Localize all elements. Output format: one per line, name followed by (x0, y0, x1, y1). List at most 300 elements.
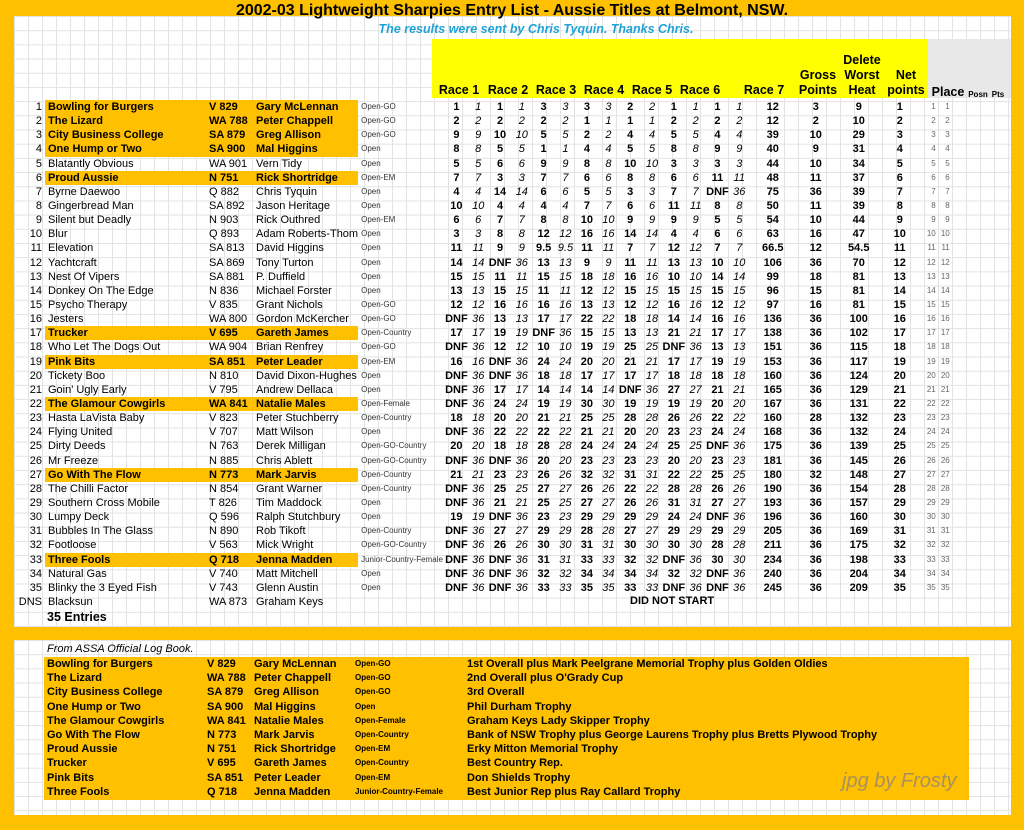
race-result: 11 (624, 256, 637, 269)
category: Open-GO-Country (361, 540, 427, 550)
category: Open-Country (361, 526, 412, 536)
deleted-worst-heat: 36 (809, 440, 822, 453)
boat-name: Blatantly Obvious (48, 157, 134, 170)
race-points: 11 (689, 200, 702, 213)
skipper-name: Gordon McKercher (256, 313, 349, 326)
race-result: DNF (662, 553, 686, 566)
net-points: 145 (849, 454, 868, 467)
gross-points: 97 (766, 299, 779, 312)
race-points: 17 (602, 369, 615, 382)
race-result: 20 (450, 440, 463, 453)
deleted-worst-heat: 10 (809, 214, 822, 227)
header-race-5: Race 5 (631, 83, 673, 97)
header-posn: Posn (968, 90, 988, 99)
table-row (14, 241, 950, 255)
race-result: 12 (667, 242, 680, 255)
race-result: 8 (583, 157, 590, 170)
boat-name: Lumpy Deck (48, 511, 110, 524)
race-points: 12 (602, 284, 615, 297)
posn: 29 (926, 498, 936, 507)
gross-points: 190 (763, 482, 782, 495)
award-name: Phil Durham Trophy (467, 700, 572, 713)
race-points: 8 (692, 143, 699, 156)
race-result: 9 (670, 214, 677, 227)
race-result: 16 (711, 313, 724, 326)
race-points: 8 (605, 157, 612, 170)
race-points: 18 (689, 369, 702, 382)
boat-name: Pink Bits (47, 771, 95, 784)
skipper-name: Chris Tyquin (256, 185, 317, 198)
skipper-name: P. Duffield (256, 270, 306, 283)
race-result: 33 (624, 581, 637, 594)
posn: 2 (931, 116, 936, 126)
race-result: 12 (493, 341, 507, 354)
race-points: 12 (472, 299, 485, 312)
table-row (14, 213, 950, 227)
skipper-name: Jenna Madden (254, 785, 331, 798)
race-points: 25 (733, 468, 746, 481)
skipper-name: Andrew Dellaca (256, 383, 334, 396)
race-result: 35 (580, 581, 594, 594)
skipper-name: Peter Leader (253, 355, 358, 369)
race-points: 34 (645, 567, 659, 580)
race-points: 31 (689, 497, 702, 509)
race-points: 36 (472, 426, 485, 439)
race-points: 29 (733, 525, 746, 538)
posn: 30 (926, 512, 936, 522)
boat-name: Footloose (48, 539, 97, 552)
sail-number: V 740 (209, 567, 238, 580)
race-result: 23 (580, 454, 594, 467)
place: 33 (893, 553, 906, 566)
skipper-name: David Dixon-Hughes (256, 369, 357, 382)
pts: 5 (945, 158, 950, 168)
race-result: 18 (667, 369, 680, 382)
race-points: 19 (733, 355, 746, 368)
race-points: 36 (472, 482, 485, 495)
table-row (14, 510, 950, 524)
category: Open (361, 257, 381, 267)
gross-points: 168 (763, 426, 782, 439)
deleted-worst-heat: 11 (809, 171, 822, 184)
posn: 17 (926, 328, 936, 338)
award-row (44, 657, 877, 671)
deleted-worst-heat: 36 (809, 426, 822, 439)
gross-points: 66.5 (762, 242, 784, 255)
race-result: 34 (580, 567, 594, 580)
race-result: 19 (450, 511, 463, 524)
race-result: 24 (493, 398, 507, 411)
race-result: 17 (450, 327, 463, 340)
watermark: jpg by Frosty (842, 770, 957, 792)
race-points: 36 (472, 369, 485, 382)
pts: 34 (940, 568, 950, 578)
race-result: 24 (624, 440, 637, 453)
posn: 14 (926, 285, 936, 295)
race-points: 36 (733, 567, 746, 580)
race-result: DNF (618, 383, 642, 396)
header-race-2: Race 2 (487, 83, 529, 97)
race-result: 30 (667, 539, 680, 552)
race-points: 17 (689, 355, 702, 368)
race-points: 14 (689, 313, 702, 326)
entry-number: 17 (29, 327, 42, 340)
race-points: 21 (733, 383, 746, 396)
race-points: 2 (692, 115, 699, 128)
place: 17 (893, 327, 906, 340)
race-points: 12 (645, 299, 659, 312)
net-points: 154 (849, 482, 868, 495)
race-result: 30 (537, 539, 550, 552)
table-row (14, 256, 950, 270)
category: Open-GO (355, 659, 391, 669)
category: Open-Country (361, 328, 412, 338)
race-points: 36 (472, 398, 485, 411)
boat-name: Trucker (47, 757, 87, 770)
award-name: 3rd Overall (467, 686, 525, 699)
race-points: 4 (475, 185, 482, 198)
sail-number: N 773 (206, 468, 253, 482)
boat-name: The Lizard (47, 672, 103, 685)
table-row (14, 581, 950, 595)
sail-number: SA 881 (209, 270, 245, 283)
race-result: 16 (667, 299, 680, 312)
pts: 17 (940, 328, 950, 338)
race-points: 6 (736, 228, 743, 241)
race-result: 12 (580, 284, 594, 297)
boat-name: Southern Cross Mobile (48, 497, 160, 509)
race-result: 1 (714, 101, 721, 114)
race-points: 22 (515, 426, 528, 439)
gross-points: 175 (763, 440, 782, 453)
entry-number: 26 (29, 454, 42, 467)
table-row (14, 496, 950, 510)
race-points: 23 (515, 468, 528, 481)
boat-name: Who Let The Dogs Out (48, 341, 161, 354)
race-result: 8 (540, 214, 547, 227)
net-points: 204 (849, 567, 868, 580)
race-points: 23 (689, 426, 702, 439)
sail-number: N 751 (207, 743, 237, 756)
race-points: 36 (515, 553, 528, 566)
net-points: 31 (852, 143, 865, 156)
race-result: 31 (624, 468, 637, 481)
pts: 18 (940, 342, 950, 352)
category: Open (361, 498, 381, 507)
entry-number: 2 (35, 115, 42, 128)
deleted-worst-heat: 36 (809, 525, 822, 538)
place: 2 (896, 115, 903, 128)
pts: 29 (940, 498, 950, 507)
race-points: 26 (689, 412, 702, 425)
race-points: 36 (733, 185, 746, 198)
gross-points: 40 (766, 143, 779, 156)
sail-number: WA 788 (206, 114, 253, 128)
race-points: 3 (562, 101, 569, 114)
race-points: 3 (605, 101, 612, 114)
race-result: 11 (537, 284, 550, 297)
entry-number: 32 (29, 539, 42, 552)
place: 26 (893, 454, 906, 467)
place: 12 (893, 256, 906, 269)
category: Open-Country (361, 483, 412, 493)
award-row (44, 785, 877, 799)
sail-number: SA 879 (206, 128, 253, 142)
race-result: 5 (670, 129, 677, 142)
skipper-name: David Higgins (256, 242, 324, 255)
skipper-name: Natalie Males (254, 714, 324, 727)
entry-number: 3 (35, 129, 42, 142)
category: Open-GO (361, 342, 396, 352)
race-points: 16 (472, 355, 485, 368)
table-row (14, 199, 950, 213)
race-points: 4 (648, 129, 656, 142)
category: Open (361, 229, 381, 239)
race-result: 27 (580, 497, 594, 509)
race-result: 4 (714, 129, 721, 142)
race-result: 26 (537, 468, 550, 481)
place: 29 (893, 497, 906, 509)
race-result: 9 (453, 129, 460, 142)
place: 18 (893, 341, 906, 354)
race-result: 27 (493, 525, 507, 538)
race-result: DNF (445, 553, 468, 566)
place: 1 (896, 101, 903, 114)
race-result: 28 (711, 539, 724, 552)
race-points: 26 (733, 482, 746, 495)
race-points: 24 (733, 426, 746, 439)
race-result: 5 (453, 157, 460, 170)
sail-number: SA 879 (207, 686, 244, 699)
boat-name: Hasta LaVista Baby (48, 412, 145, 425)
table-row (14, 270, 950, 284)
race-points: 22 (733, 412, 746, 425)
deleted-worst-heat: 28 (809, 412, 822, 425)
race-points: 13 (472, 284, 485, 297)
gross-points: 180 (763, 468, 782, 481)
sail-number: WA 873 (209, 595, 248, 608)
race-result: 5 (540, 129, 547, 142)
entry-number: 19 (29, 355, 42, 368)
posn: 4 (931, 144, 936, 154)
category: Open-EM (355, 744, 391, 754)
race-result: 29 (711, 525, 724, 538)
pts: 24 (940, 427, 950, 437)
race-result: 31 (580, 539, 594, 552)
race-points: 36 (472, 341, 485, 354)
skipper-name: Rick Outhred (256, 214, 321, 227)
race-result: DNF (488, 369, 512, 382)
race-result: 5 (627, 143, 634, 156)
skipper-name: Gareth James (253, 326, 358, 340)
posn: 8 (931, 201, 936, 211)
entry-number: 31 (29, 525, 42, 538)
race-points: 17 (472, 327, 485, 340)
race-points: 11 (733, 171, 745, 184)
skipper-name: Tim Maddock (256, 497, 322, 509)
gross-points: 50 (766, 200, 779, 213)
pts: 33 (940, 554, 950, 564)
race-points: 2 (605, 129, 612, 142)
race-points: 7 (605, 200, 612, 213)
race-result: 5 (496, 143, 504, 156)
skipper-name: Gareth James (254, 757, 327, 770)
race-points: 2 (648, 101, 656, 114)
race-points: 36 (515, 511, 528, 524)
category: Open-EM (361, 356, 396, 366)
gross-points: 151 (763, 341, 782, 354)
table-row-dns (14, 595, 950, 609)
race-result: 6 (583, 171, 590, 184)
race-result: 28 (537, 440, 550, 453)
race-points: 36 (472, 497, 485, 509)
posn: 31 (926, 526, 936, 536)
race-points: 6 (562, 185, 569, 198)
race-points: 28 (645, 412, 659, 425)
race-points: 6 (518, 157, 525, 170)
posn: 34 (926, 568, 936, 578)
race-result: 12 (450, 299, 463, 312)
boat-name: City Business College (45, 128, 206, 142)
skipper-name: Rick Shortridge (253, 171, 358, 185)
pts: 20 (940, 370, 950, 380)
did-not-start-note: DID NOT START (630, 595, 715, 607)
race-points: 15 (689, 284, 702, 297)
race-result: DNF (488, 454, 512, 467)
gross-points: 136 (763, 313, 782, 326)
place: 6 (896, 171, 903, 184)
race-result: DNF (706, 185, 729, 198)
awards-source: From ASSA Official Log Book. (47, 643, 194, 655)
place: 32 (893, 539, 906, 552)
category: Open (361, 427, 381, 437)
race-points: 27 (559, 482, 572, 495)
race-result: 19 (537, 398, 550, 411)
race-points: 21 (559, 412, 572, 425)
race-result: DNF (445, 581, 468, 594)
sail-number: WA 901 (209, 157, 248, 170)
race-points: 3 (475, 228, 482, 241)
race-result: DNF (662, 581, 686, 594)
race-points: 20 (645, 426, 659, 439)
table-row (14, 114, 950, 128)
entry-number: 25 (29, 440, 42, 453)
place: 9 (896, 214, 903, 227)
race-points: 11 (516, 270, 528, 283)
race-result: 21 (624, 355, 637, 368)
race-result: 25 (493, 482, 507, 495)
pts: 1 (945, 102, 950, 112)
race-points: 19 (472, 511, 485, 524)
race-result: DNF (445, 398, 468, 411)
boat-name: Nest Of Vipers (48, 270, 120, 283)
net-points: 37 (852, 171, 865, 184)
place: 13 (893, 270, 906, 283)
entry-number: 6 (35, 171, 42, 184)
header-race-4: Race 4 (583, 83, 625, 97)
deleted-worst-heat: 36 (809, 355, 822, 368)
pts: 14 (940, 285, 950, 295)
pts: 31 (940, 526, 950, 536)
category: Open-Female (355, 715, 406, 725)
category: Open-GO (361, 300, 396, 310)
race-points: 16 (602, 228, 615, 241)
race-result: DNF (445, 482, 468, 495)
pts: 3 (945, 130, 950, 140)
table-row (14, 312, 950, 326)
place: 10 (893, 228, 906, 241)
sail-number: V 695 (207, 757, 236, 770)
race-result: 23 (537, 511, 550, 524)
header-race-7: Race 7 (743, 83, 785, 97)
entry-number: 34 (29, 567, 42, 580)
race-points: 1 (736, 101, 743, 114)
race-result: 3 (627, 185, 634, 198)
race-result: 17 (580, 369, 594, 382)
gross-points: 48 (766, 171, 779, 184)
net-points: 47 (852, 228, 865, 241)
race-points: 29 (559, 525, 572, 538)
race-points: 36 (515, 567, 528, 580)
race-result: 9 (496, 242, 504, 255)
race-result: DNF (445, 539, 468, 552)
category: Open-GO (361, 314, 396, 324)
race-result: DNF (445, 426, 468, 439)
race-points: 36 (559, 327, 572, 340)
pts: 21 (940, 384, 950, 394)
race-result: 27 (624, 525, 637, 538)
race-points: 1 (605, 115, 612, 128)
pts: 2 (945, 116, 950, 126)
table-row (14, 567, 950, 581)
category: Open (361, 285, 381, 295)
race-result: DNF (445, 313, 468, 326)
race-result: DNF (488, 567, 512, 580)
race-points: 20 (472, 440, 485, 453)
race-result: 28 (624, 412, 637, 425)
race-points: 24 (645, 440, 659, 453)
entry-number: 33 (29, 553, 42, 566)
deleted-worst-heat: 36 (809, 369, 822, 382)
net-points: 160 (849, 511, 868, 524)
boat-name: The Lizard (45, 114, 206, 128)
race-result: 33 (537, 581, 550, 594)
race-result: 6 (496, 157, 504, 170)
race-points: 8 (562, 214, 569, 227)
category: Open-EM (361, 215, 396, 225)
race-points: 32 (645, 553, 659, 566)
race-result: 5 (714, 214, 721, 227)
gross-points: 63 (766, 228, 779, 241)
race-points: 19 (515, 327, 528, 340)
entry-number: 4 (35, 143, 42, 156)
race-points: 9 (736, 143, 743, 156)
posn: 35 (926, 582, 936, 592)
sail-number: N 773 (207, 729, 237, 742)
category: Open (361, 243, 381, 253)
boat-name: The Glamour Cowgirls (45, 397, 206, 411)
race-points: 36 (515, 369, 528, 382)
net-points: 39 (852, 185, 865, 198)
race-result: 12 (624, 299, 637, 312)
award-name: 2nd Overall plus O'Grady Cup (467, 672, 624, 685)
race-result: 25 (667, 440, 680, 453)
skipper-name: Mick Wright (256, 539, 314, 552)
boat-name: Bowling for Burgers (47, 658, 153, 671)
race-points: 27 (689, 383, 702, 396)
race-points: 36 (472, 313, 485, 326)
award-name: Best Country Rep. (467, 757, 563, 770)
